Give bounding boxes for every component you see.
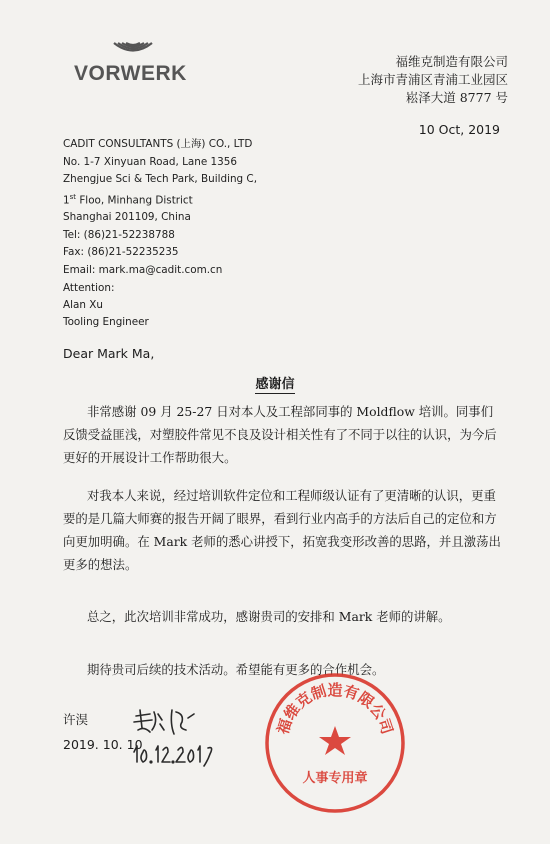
attention-block <box>63 280 149 331</box>
recipient-line: CADIT CONSULTANTS (上海) CO., LTD <box>63 138 253 150</box>
body-paragraph: 总之，此次培训非常成功，感谢贵司的安排和 Mark 老师的讲解。 <box>87 609 451 624</box>
letter-subject: 感谢信 <box>255 377 295 392</box>
company-name: 福维克制造有限公司 <box>395 54 508 69</box>
company-address-line: 崧泽大道 8777 号 <box>405 90 508 105</box>
company-address <box>358 53 508 107</box>
seal-star-icon <box>319 726 351 755</box>
recipient-block <box>63 136 257 279</box>
signer-name: 许淏 <box>63 712 89 727</box>
recipient-line: No. 1-7 Xinyuan Road, Lane 1356 <box>63 155 237 168</box>
body-paragraph: 期待贵司后续的技术活动。希望能有更多的合作机会。 <box>87 662 385 677</box>
recipient-email: Email: mark.ma@cadit.com.cn <box>63 263 223 276</box>
logo-wordmark: VORWERK <box>74 62 187 85</box>
recipient-line: Shanghai 201109, China <box>63 211 191 224</box>
attention-label: Attention: <box>63 282 115 294</box>
recipient-line <box>63 189 257 210</box>
attention-name: Alan Xu <box>63 299 103 311</box>
signature-date: 2019. 10. 10 <box>63 737 143 752</box>
seal-inner-text: 人事专用章 <box>302 771 368 786</box>
body-paragraph: 对我本人来说，经过培训软件定位和工程师级认证有了更清晰的认识，更重要的是几篇大师赛的报告开阔了眼界，看到行业内高手的方法后自己的定位和方向更加明确。在 Mark 老师的悉心讲授下，拓宽我变形改善的思路，并且激荡出更多的想法。 <box>63 488 501 572</box>
recipient-fax: Fax: (86)21-52235235 <box>63 246 179 259</box>
recipient-line: Zhengjue Sci & Tech Park, Building C, <box>63 173 257 185</box>
body-paragraph: 非常感谢 09 月 25-27 日对本人及工程部同事的 Moldflow 培训。同事们反馈受益匪浅，对塑胶件常见不良及设计相关性有了不同于以往的认识，为今后更好的开展设计工作帮助很大。 <box>63 404 497 465</box>
handwritten-signature <box>128 700 238 772</box>
seal-text: 福维克制造有限公司 <box>273 681 397 737</box>
company-seal <box>262 670 408 816</box>
company-address-line: 上海市青浦区青浦工业园区 <box>357 72 508 87</box>
vorwerk-logo <box>74 40 192 86</box>
floor-number: 1 <box>63 193 70 206</box>
floor-rest: Floo, Minhang District <box>76 193 193 206</box>
logo-arc-icon <box>74 40 192 64</box>
floor-suffix: st <box>69 192 77 201</box>
recipient-tel: Tel: (86)21-52238788 <box>63 228 175 241</box>
salutation: Dear Mark Ma, <box>63 346 155 361</box>
letter-date: 10 Oct, 2019 <box>418 122 500 137</box>
attention-role: Tooling Engineer <box>63 316 149 328</box>
